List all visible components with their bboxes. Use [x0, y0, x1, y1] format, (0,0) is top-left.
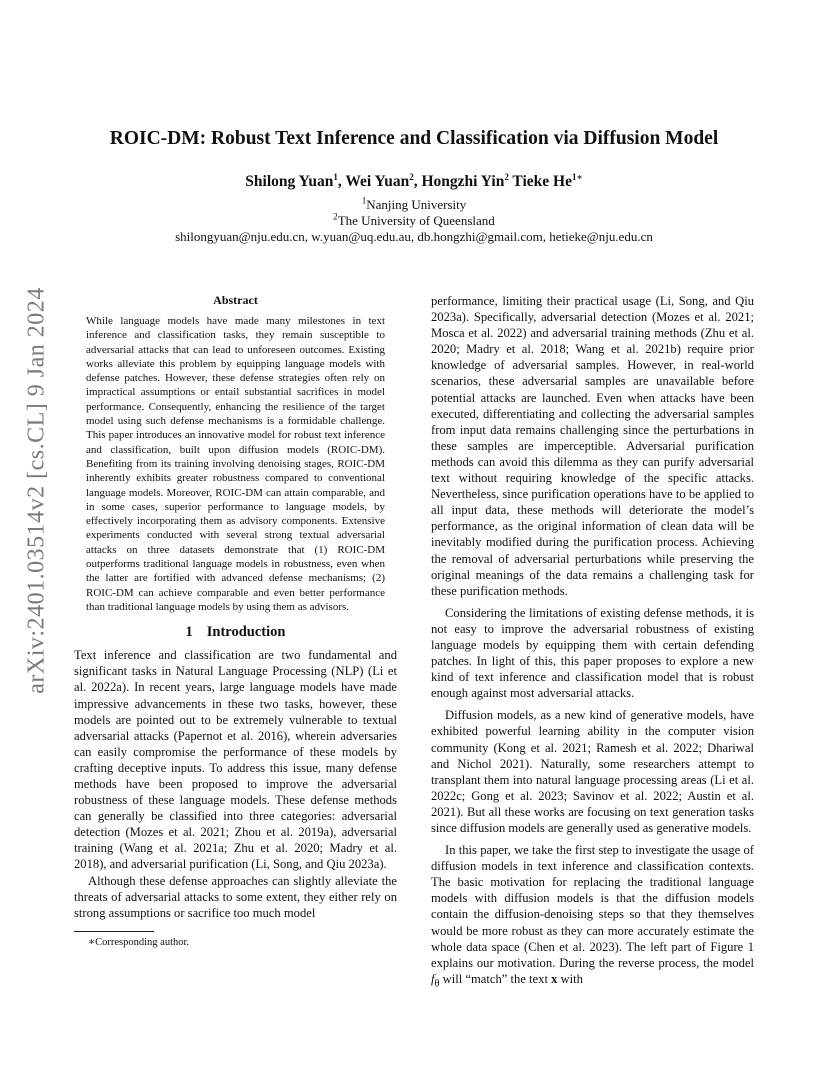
author-affil-mark: 2 — [504, 171, 509, 182]
author-name: Hongzhi Yin — [421, 173, 505, 190]
body-paragraph — [431, 842, 754, 992]
affiliation-line — [74, 197, 754, 213]
author-affil-mark: 2 — [409, 171, 414, 182]
author-affil-mark: 1 — [333, 171, 338, 182]
section-heading-introduction — [74, 624, 397, 641]
author-list — [74, 173, 754, 191]
affiliation-name: The University of Queensland — [337, 213, 495, 228]
math-subscript: θ — [434, 978, 440, 990]
affiliation-name: Nanjing University — [366, 197, 467, 212]
section-number: 1 — [185, 624, 193, 641]
paragraph-text: will “match” the text — [439, 971, 552, 986]
affiliation-line — [74, 213, 754, 229]
section-title: Introduction — [206, 624, 286, 641]
footnote-rule — [74, 931, 154, 932]
affiliations — [74, 197, 754, 245]
footnote: ∗Corresponding author. — [88, 936, 190, 948]
affiliation-mark: 2 — [333, 211, 338, 222]
author-name: Tieke He — [512, 173, 572, 190]
left-column — [74, 293, 397, 948]
body-paragraph: Diffusion models, as a new kind of generative models, have exhibited powerful learning ability in the computer vision community (Kong et al. 2021; Ramesh et al. 2022; Dhariwal and Nichol 2021). Naturally, some researchers attempt to transplant them into natural language processing areas (Li et al. 2022c; Gong et al. 2023; Savinov et al. 2022; Austin et al. 2021). But all these works are focusing on text generation tasks since diffusion models are generally used as generative models. — [431, 708, 754, 835]
body-paragraph: Considering the limitations of existing defense methods, it is not easy to improve the adversarial robustness of existing language models by equipping them with certain defending patches. In light of this, this paper proposes to explore a new kind of text inference and classification model that is robust enough against most adversarial attacks. — [431, 605, 754, 701]
abstract-heading: Abstract — [213, 293, 258, 307]
math-symbol: x — [551, 971, 558, 986]
math-symbol: f — [431, 971, 435, 986]
intro-paragraph: Although these defense approaches can slightly alleviate the threats of adversarial attacks to some extent, they either rely on strong assumptions or sacrifice too much model — [74, 873, 397, 920]
body-paragraph: performance, limiting their practical usage (Li, Song, and Qiu 2023a). Specifically, adversarial detection (Mozes et al. 2021; Mosca et al. 2022) and adversarial training methods (Zhu et al. 2020; Madry et al. 2018; Wang et al. 2021b) require prior knowledge of adversarial samples. However, in real-world scenarios, these adversarial samples are unavailable before potential attacks are launched. Even when attacks have been executed, differentiating and collecting the adversarial samples from input data remains challenging since the perturbations in these samples are imperceptible. Adversarial purification methods can avoid this dilemma as they can purify adversarial text without requiring knowledge of the specific attacks. Nevertheless, since purification operations have to be applied to all input data, these methods will deteriorate the model’s performance, as the original information of clean data will be inevitably modified during the purification process. Achieving the removal of adversarial perturbations while preserving the original meanings of the data remains a challenging task for these purification methods. — [431, 294, 754, 598]
author-name: Shilong Yuan — [245, 173, 334, 190]
arxiv-id-text: arXiv:2401.03514v2 [cs.CL] 9 Jan 2024 — [23, 286, 50, 694]
paper-title: ROIC-DM: Robust Text Inference and Classification via Diffusion Model — [109, 128, 719, 149]
author-separator: , — [413, 173, 422, 190]
author-affil-mark: 1∗ — [571, 171, 583, 182]
affiliation-mark: 1 — [361, 195, 367, 206]
arxiv-identifier — [18, 286, 56, 694]
paragraph-text: with — [557, 971, 583, 986]
right-column — [431, 293, 754, 992]
paragraph-text: In this paper, we take the first step to investigate the usage of diffusion models in text inference and classification contexts. The basic motivation for replacing the traditional language models with diffusion models is that the diffusion models contain the diffusion-denoising steps so that they themselves would be more robust as they can more accurately estimate the whole data space (Chen et al. 2023). The left part of Figure 1 explains our motivation. During the reverse process, the model — [431, 843, 754, 970]
author-name: Wei Yuan — [345, 173, 410, 190]
intro-paragraph: Text inference and classification are two fundamental and significant tasks in Natural Language Processing (NLP) (Li et al. 2022a). In recent years, large language models have made impressive advancements in these two tasks, however, these models are pointed out to be extremely vulnerable to textual adversarial attacks (Papernot et al. 2016), wherein adversaries can easily compromise the performance of these models by crafting deceptive inputs. To address this issue, many defense methods have been proposed to improve the adversarial robustness of these language models. These defense methods can generally be classified into three categories: adversarial detection (Mozes et al. 2021; Zhou et al. 2019a), adversarial training (Wang et al. 2021a; Zhu et al. 2020; Madry et al. 2018), and adversarial purification (Li, Song, and Qiu 2023a). — [74, 648, 397, 872]
author-separator: , — [337, 173, 346, 190]
abstract-text: While language models have made many milestones in text inference and classification tasks, they remain susceptible to adversarial attacks that can lead to unforeseen outcomes. Existing works alleviate this problem by equipping language models with defense patches. However, these defense strategies often rely on impractical assumptions or entail substantial sacrifices in model performance. Consequently, enhancing the resilience of the target model using such defense mechanisms is a formidable challenge. This paper introduces an innovative model for robust text inference and classification, built upon diffusion models (ROIC-DM). Benefiting from its training involving denoising stages, ROIC-DM inherently exhibits greater robustness compared to conventional language models. Moreover, ROIC-DM can attain comparable, and in some cases, superior performance to language models, by effectively incorporating them as advisory components. Extensive experiments conducted with several strong textual adversarial attacks on three datasets demonstrate that (1) ROIC-DM outperforms traditional language models in robustness, even when the latter are fortified with advanced defense mechanisms; (2) ROIC-DM can achieve comparable and even better performance than traditional language models by using them as advisors. — [86, 315, 385, 613]
author-emails: shilongyuan@nju.edu.cn, w.yuan@uq.edu.au, db.hongzhi@gmail.com, hetieke@nju.edu.cn — [175, 229, 653, 244]
